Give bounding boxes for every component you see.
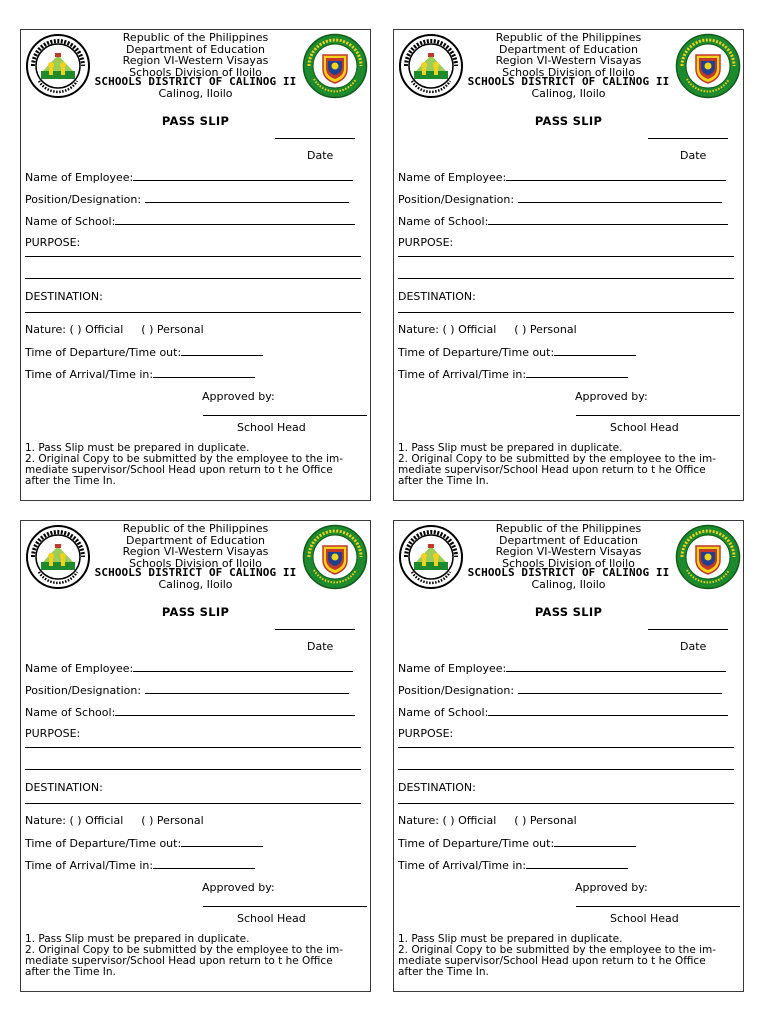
signature-line[interactable]: [203, 906, 367, 907]
departure-blank[interactable]: [181, 345, 263, 356]
position-label: Position/Designation:: [398, 193, 515, 206]
date-line[interactable]: [648, 138, 728, 139]
header-division: Schools Division of Iloilo: [502, 556, 635, 570]
signature-line[interactable]: [576, 415, 740, 416]
nature-personal-option[interactable]: ( ) Personal: [514, 323, 577, 336]
school-head-label: School Head: [610, 912, 679, 925]
position-label: Position/Designation:: [398, 684, 515, 697]
employee-label: Name of Employee:: [398, 662, 507, 675]
nature-field: [25, 323, 204, 336]
form-title: PASS SLIP: [534, 114, 603, 128]
form-title: PASS SLIP: [161, 114, 230, 128]
position-label: Position/Designation:: [25, 193, 142, 206]
position-blank[interactable]: [518, 683, 722, 694]
header-district: SCHOOLS DISTRICT OF CALINOG II: [94, 566, 297, 579]
arrival-label: Time of Arrival/Time in:: [25, 859, 154, 872]
date-label: Date: [307, 640, 334, 653]
nature-field: [398, 323, 577, 336]
note-line: mediate supervisor/School Head upon return to t he Office: [25, 955, 333, 967]
departure-field: [398, 345, 636, 359]
header-region: Region VI-Western Visayas: [495, 54, 642, 67]
date-line[interactable]: [648, 629, 728, 630]
header-republic: Republic of the Philippines: [122, 31, 269, 44]
employee-blank[interactable]: [506, 661, 726, 672]
arrival-field: [25, 367, 255, 381]
destination-label: DESTINATION:: [398, 781, 476, 794]
departure-label: Time of Departure/Time out:: [25, 346, 182, 359]
position-blank[interactable]: [145, 683, 349, 694]
arrival-label: Time of Arrival/Time in:: [398, 859, 527, 872]
school-field: [25, 705, 355, 719]
header-division: Schools Division of Iloilo: [129, 556, 262, 570]
destination-line[interactable]: [25, 803, 361, 804]
employee-blank[interactable]: [133, 661, 353, 672]
note-line: after the Time In.: [25, 966, 116, 978]
pass-slip-form: [393, 29, 744, 501]
form-title: PASS SLIP: [161, 605, 230, 619]
purpose-label: PURPOSE:: [25, 727, 81, 740]
school-blank[interactable]: [488, 705, 728, 716]
destination-line[interactable]: [398, 312, 734, 313]
nature-personal-option[interactable]: ( ) Personal: [514, 814, 577, 827]
note-line: after the Time In.: [25, 475, 116, 487]
header-department: Department of Education: [126, 533, 265, 547]
employee-blank[interactable]: [133, 170, 353, 181]
arrival-label: Time of Arrival/Time in:: [25, 368, 154, 381]
signature-line[interactable]: [576, 906, 740, 907]
header-republic: Republic of the Philippines: [495, 522, 642, 535]
school-label: Name of School:: [25, 706, 116, 719]
nature-label: Nature:: [398, 323, 440, 336]
school-head-label: School Head: [237, 912, 306, 925]
pass-slip-form: [20, 520, 371, 992]
note-line: 2. Original Copy to be submitted by the employee to the im-: [25, 453, 344, 465]
header-district: SCHOOLS DISTRICT OF CALINOG II: [94, 75, 297, 88]
arrival-field: [25, 858, 255, 872]
header-department: Department of Education: [499, 42, 638, 56]
position-blank[interactable]: [145, 192, 349, 203]
school-head-label: School Head: [237, 421, 306, 434]
note-line: mediate supervisor/School Head upon return to t he Office: [398, 464, 706, 476]
header-department: Department of Education: [499, 533, 638, 547]
arrival-blank[interactable]: [526, 367, 628, 378]
header-town: Calinog, Iloilo: [158, 87, 233, 100]
header-republic: Republic of the Philippines: [495, 31, 642, 44]
nature-official-option[interactable]: ( ) Official: [69, 814, 124, 827]
purpose-label: PURPOSE:: [25, 236, 81, 249]
signature-line[interactable]: [203, 415, 367, 416]
school-field: [398, 214, 728, 228]
approved-by-label: Approved by:: [575, 390, 648, 403]
date-label: Date: [680, 640, 707, 653]
header-division: Schools Division of Iloilo: [502, 65, 635, 79]
header-district: SCHOOLS DISTRICT OF CALINOG II: [467, 566, 670, 579]
employee-label: Name of Employee:: [398, 171, 507, 184]
pass-slip-form: [20, 29, 371, 501]
purpose-line-1[interactable]: [25, 747, 361, 748]
departure-field: [25, 836, 263, 850]
employee-field: [398, 170, 726, 184]
header-division: Schools Division of Iloilo: [129, 65, 262, 79]
note-line: 2. Original Copy to be submitted by the employee to the im-: [398, 944, 717, 956]
purpose-line-2[interactable]: [25, 769, 361, 770]
pass-slip-form: [393, 520, 744, 992]
header-town: Calinog, Iloilo: [158, 578, 233, 591]
notes: [398, 443, 738, 487]
header-republic: Republic of the Philippines: [122, 522, 269, 535]
date-label: Date: [307, 149, 334, 162]
departure-blank[interactable]: [554, 345, 636, 356]
destination-line[interactable]: [25, 312, 361, 313]
purpose-line-2[interactable]: [25, 278, 361, 279]
purpose-label: PURPOSE:: [398, 236, 454, 249]
departure-field: [398, 836, 636, 850]
header-region: Region VI-Western Visayas: [122, 54, 269, 67]
school-label: Name of School:: [398, 215, 489, 228]
note-line: 2. Original Copy to be submitted by the employee to the im-: [25, 944, 344, 956]
position-field: [25, 683, 349, 697]
date-line[interactable]: [275, 629, 355, 630]
note-line: mediate supervisor/School Head upon return to t he Office: [398, 955, 706, 967]
note-line: 1. Pass Slip must be prepared in duplicate.: [25, 442, 250, 454]
school-blank[interactable]: [115, 705, 355, 716]
position-field: [25, 192, 349, 206]
destination-label: DESTINATION:: [25, 781, 103, 794]
position-blank[interactable]: [518, 192, 722, 203]
employee-field: [25, 661, 353, 675]
purpose-line-1[interactable]: [25, 256, 361, 257]
purpose-line-1[interactable]: [398, 256, 734, 257]
note-line: 2. Original Copy to be submitted by the employee to the im-: [398, 453, 717, 465]
approved-by-label: Approved by:: [575, 881, 648, 894]
position-field: [398, 683, 722, 697]
nature-label: Nature:: [25, 323, 67, 336]
header-region: Region VI-Western Visayas: [495, 545, 642, 558]
employee-label: Name of Employee:: [25, 171, 134, 184]
nature-official-option[interactable]: ( ) Official: [442, 323, 497, 336]
purpose-label: PURPOSE:: [398, 727, 454, 740]
header-district: SCHOOLS DISTRICT OF CALINOG II: [467, 75, 670, 88]
purpose-line-2[interactable]: [398, 278, 734, 279]
departure-field: [25, 345, 263, 359]
departure-blank[interactable]: [554, 836, 636, 847]
nature-label: Nature:: [398, 814, 440, 827]
school-label: Name of School:: [398, 706, 489, 719]
date-line[interactable]: [275, 138, 355, 139]
employee-field: [398, 661, 726, 675]
header-department: Department of Education: [126, 42, 265, 56]
header-town: Calinog, Iloilo: [531, 87, 606, 100]
employee-blank[interactable]: [506, 170, 726, 181]
approved-by-label: Approved by:: [202, 881, 275, 894]
date-label: Date: [680, 149, 707, 162]
nature-personal-option[interactable]: ( ) Personal: [141, 323, 204, 336]
arrival-label: Time of Arrival/Time in:: [398, 368, 527, 381]
nature-field: [25, 814, 204, 827]
purpose-line-1[interactable]: [398, 747, 734, 748]
header-town: Calinog, Iloilo: [531, 578, 606, 591]
position-label: Position/Designation:: [25, 684, 142, 697]
school-field: [398, 705, 728, 719]
nature-official-option[interactable]: ( ) Official: [442, 814, 497, 827]
note-line: mediate supervisor/School Head upon return to t he Office: [25, 464, 333, 476]
position-field: [398, 192, 722, 206]
note-line: 1. Pass Slip must be prepared in duplicate.: [398, 933, 623, 945]
school-head-label: School Head: [610, 421, 679, 434]
arrival-field: [398, 858, 628, 872]
note-line: after the Time In.: [398, 475, 489, 487]
approved-by-label: Approved by:: [202, 390, 275, 403]
arrival-field: [398, 367, 628, 381]
school-blank[interactable]: [488, 214, 728, 225]
destination-label: DESTINATION:: [398, 290, 476, 303]
employee-field: [25, 170, 353, 184]
nature-official-option[interactable]: ( ) Official: [69, 323, 124, 336]
notes: [25, 443, 365, 487]
nature-field: [398, 814, 577, 827]
employee-label: Name of Employee:: [25, 662, 134, 675]
departure-label: Time of Departure/Time out:: [398, 837, 555, 850]
school-field: [25, 214, 355, 228]
arrival-blank[interactable]: [526, 858, 628, 869]
note-line: after the Time In.: [398, 966, 489, 978]
nature-label: Nature:: [25, 814, 67, 827]
header-region: Region VI-Western Visayas: [122, 545, 269, 558]
form-title: PASS SLIP: [534, 605, 603, 619]
nature-personal-option[interactable]: ( ) Personal: [141, 814, 204, 827]
departure-label: Time of Departure/Time out:: [25, 837, 182, 850]
destination-label: DESTINATION:: [25, 290, 103, 303]
notes: [25, 934, 365, 978]
purpose-line-2[interactable]: [398, 769, 734, 770]
departure-label: Time of Departure/Time out:: [398, 346, 555, 359]
note-line: 1. Pass Slip must be prepared in duplicate.: [25, 933, 250, 945]
departure-blank[interactable]: [181, 836, 263, 847]
arrival-blank[interactable]: [153, 858, 255, 869]
destination-line[interactable]: [398, 803, 734, 804]
school-label: Name of School:: [25, 215, 116, 228]
note-line: 1. Pass Slip must be prepared in duplicate.: [398, 442, 623, 454]
arrival-blank[interactable]: [153, 367, 255, 378]
school-blank[interactable]: [115, 214, 355, 225]
notes: [398, 934, 738, 978]
